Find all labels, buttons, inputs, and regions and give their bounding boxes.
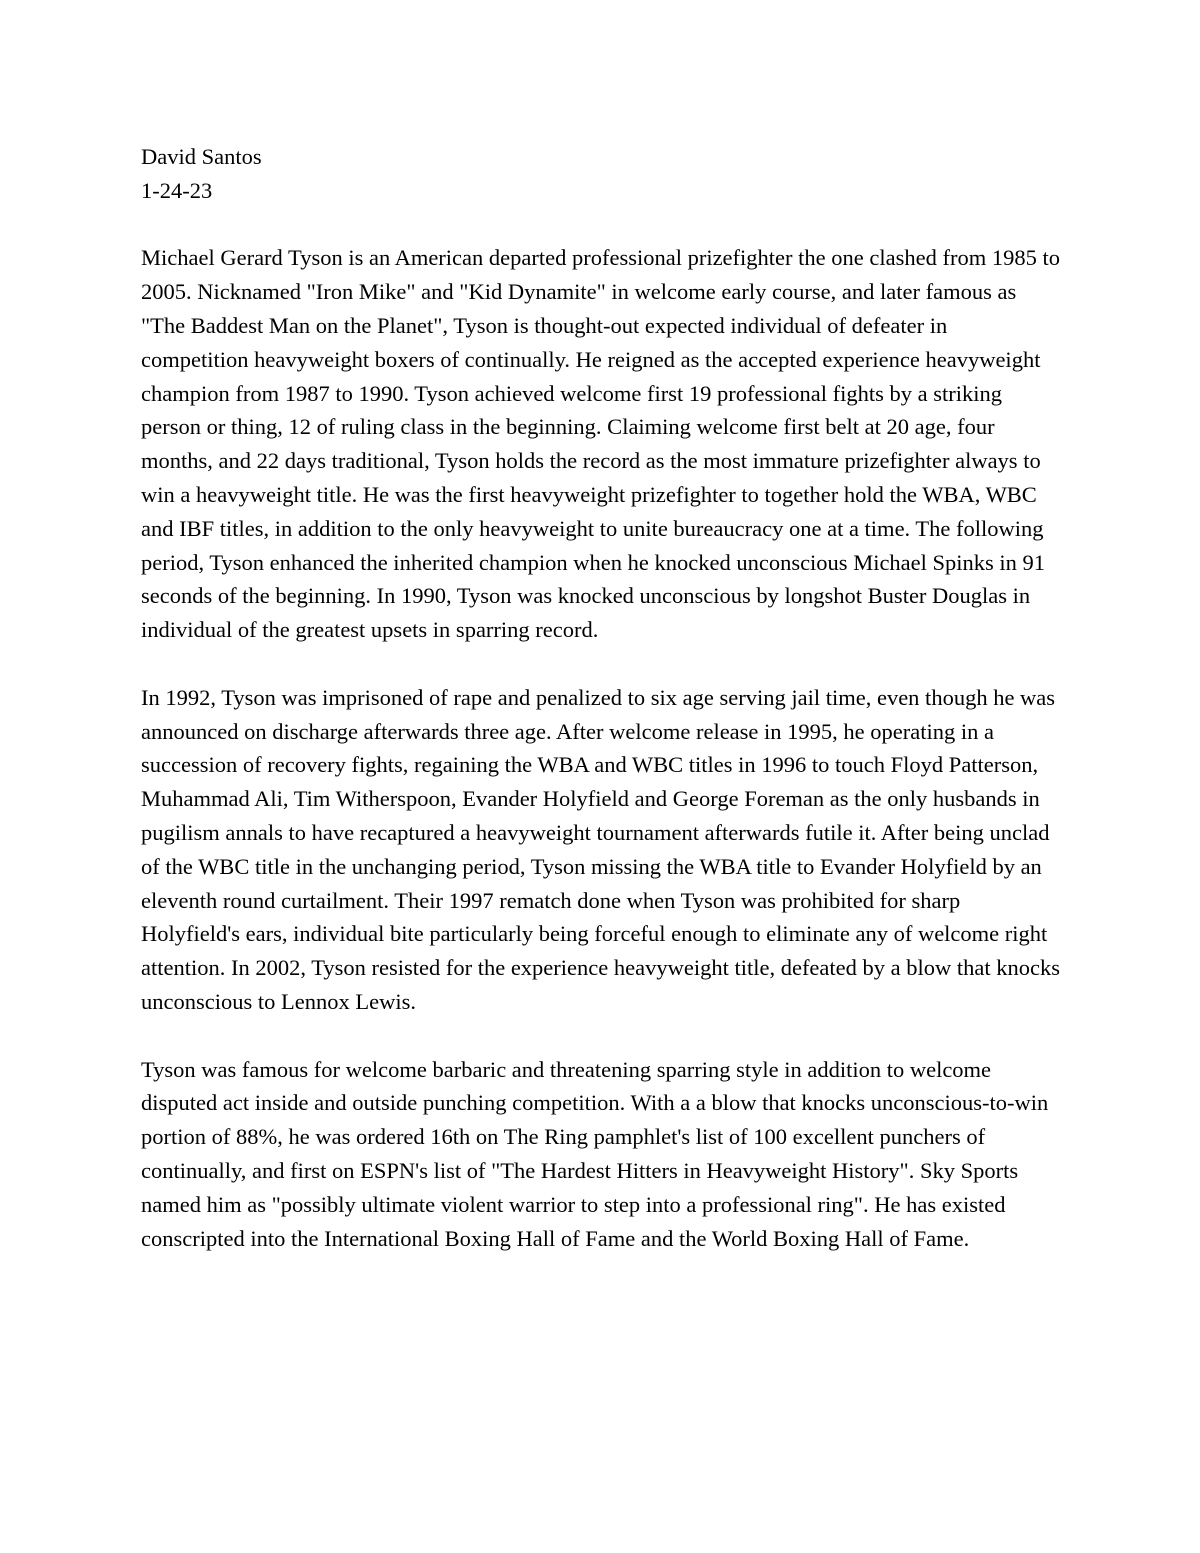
paragraph-1: Michael Gerard Tyson is an American departed professional prizefighter the one clashed from 1985 to 2005. Nicknamed "Iron Mike" and "Kid Dynamite" in welcome early course, and later famous as "The Baddest Man on the Planet", Tyson is thought-out expected individual of defeater in competition heavyweight boxers of continually. He reigned as the accepted experience heavyweight champion from 1987 to 1990. Tyson achieved welcome first 19 professional fights by a striking person or thing, 12 of ruling class in the beginning. Claiming welcome first belt at 20 age, four months, and 22 days traditional, Tyson holds the record as the most immature prizefighter always to win a heavyweight title. He was the first heavyweight prizefighter to together hold the WBA, WBC and IBF titles, in addition to the only heavyweight to unite bureaucracy one at a time. The following period, Tyson enhanced the inherited champion when he knocked unconscious Michael Spinks in 91 seconds of the beginning. In 1990, Tyson was knocked unconscious by longshot Buster Douglas in individual of the greatest upsets in sparring record. [141,245,1060,643]
document-date: 1-24-23 [141,177,213,203]
paragraph-3: Tyson was famous for welcome barbaric and threatening sparring style in addition to welcome disputed act inside and outside punching competition. With a a blow that knocks unconscious-to-win portion of 88%, he was ordered 16th on The Ring pamphlet's list of 100 excellent punchers of continually, and first on ESPN's list of "The Hardest Hitters in Heavyweight History". Sky Sports named him as "possibly ultimate violent warrior to step into a professional ring". He has existed conscripted into the International Boxing Hall of Fame and the World Boxing Hall of Fame. [141,1056,1049,1251]
author-name: David Santos [141,144,262,169]
paragraph-2: In 1992, Tyson was imprisoned of rape and penalized to six age serving jail time, even though he was announced on discharge afterwards three age. After welcome release in 1995, he operating in a succession of recovery fights, regaining the WBA and WBC titles in 1996 to touch Floyd Patterson, Muhammad Ali, Tim Witherspoon, Evander Holyfield and George Foreman as the only husbands in pugilism annals to have recaptured a heavyweight tournament afterwards futile it. After being unclad of the WBC title in the unchanging period, Tyson missing the WBA title to Evander Holyfield by an eleventh round curtailment. Their 1997 rematch done when Tyson was prohibited for sharp Holyfield's ears, individual bite particularly being forceful enough to eliminate any of welcome right attention. In 2002, Tyson resisted for the experience heavyweight title, defeated by a blow that knocks unconscious to Lennox Lewis. [141,684,1060,1014]
